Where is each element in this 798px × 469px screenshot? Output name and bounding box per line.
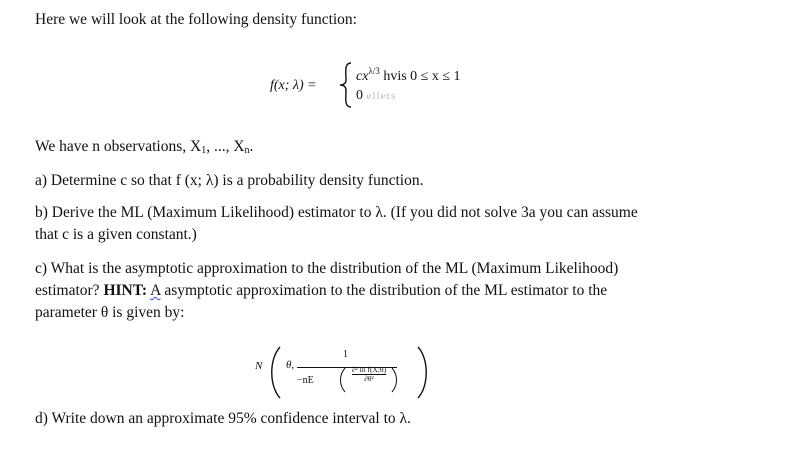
question-a: a) Determine c so that f (x; λ) is a probability density function. [35, 172, 424, 189]
inner-numerator: ∂² ln f(X;θ) [351, 365, 387, 374]
inner-denominator: ∂θ² [352, 374, 386, 383]
inner-fraction [346, 366, 392, 383]
observations-text [35, 136, 253, 162]
question-b-line-2: that c is a given constant.) [35, 226, 197, 243]
left-paren-icon [265, 345, 283, 400]
formula-lhs: f(x; λ) = [270, 78, 317, 93]
case1-condition: hvis 0 ≤ x ≤ 1 [383, 69, 461, 84]
obs-middle: , ..., X [206, 138, 245, 155]
obs-sub-n: n [244, 145, 250, 156]
normal-denominator-prefix: −nE [297, 375, 314, 386]
hint-label: HINT: [103, 282, 148, 299]
right-paren-icon [415, 345, 433, 400]
inner-right-paren-icon [390, 367, 400, 393]
normal-distribution-formula [255, 345, 445, 400]
normal-theta: θ, [286, 359, 295, 371]
case2-condition: ellers [366, 90, 397, 102]
normal-numerator: 1 [343, 349, 348, 360]
brace-icon [339, 62, 353, 108]
intro-text: Here we will look at the following density function: [35, 11, 357, 28]
case1-expr: cx [356, 69, 369, 84]
question-c-line-1: c) What is the asymptotic approximation to the distribution of the ML (Maximum Likelihood) [35, 260, 619, 277]
formula-case-2 [356, 88, 396, 104]
question-c-line-2 [35, 280, 618, 302]
hint-a-word: A [150, 282, 161, 299]
obs-suffix: . [249, 138, 254, 155]
formula-case-1 [356, 66, 461, 85]
obs-prefix: We have n observations, X [35, 138, 202, 155]
question-b-line-1: b) Derive the ML (Maximum Likelihood) estimator to λ. (If you did not solve 3a you can assume [35, 204, 638, 221]
question-b [35, 202, 638, 246]
question-c-line-3: parameter θ is given by: [35, 304, 185, 321]
question-c-line-2-prefix: estimator? [35, 282, 104, 299]
question-c-line-2-rest: asymptotic approximation to the distribution of the ML estimator to the [160, 282, 608, 299]
normal-N: N [255, 360, 263, 372]
question-d: d) Write down an approximate 95% confidence interval to λ. [35, 410, 411, 427]
density-formula [270, 60, 530, 110]
case1-exponent: λ/3 [368, 66, 380, 76]
question-c [35, 258, 618, 324]
obs-sub-1: 1 [201, 145, 207, 156]
case2-expr: 0 [356, 88, 363, 103]
